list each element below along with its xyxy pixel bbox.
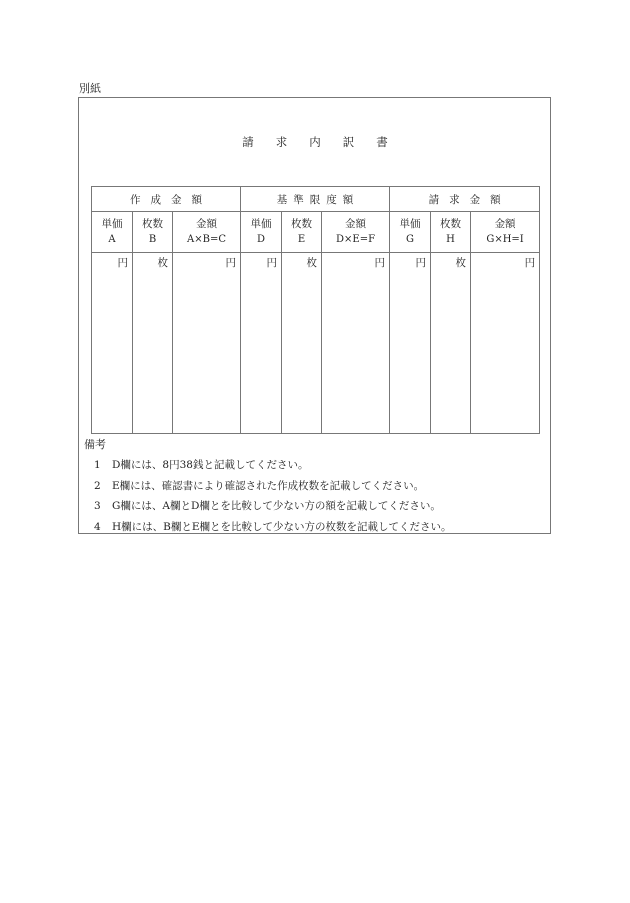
attachment-label: 別紙 bbox=[79, 82, 101, 95]
breakdown-table bbox=[91, 186, 540, 434]
col-header-h: 枚数 H bbox=[431, 212, 471, 253]
col-header-a: 単価 A bbox=[92, 212, 133, 253]
group-header-production-amount: 作 成 金 額 bbox=[92, 187, 241, 212]
entry-cell-e[interactable]: 枚 bbox=[282, 253, 322, 434]
col-header-g: 単価 G bbox=[390, 212, 431, 253]
entry-cell-c[interactable]: 円 bbox=[173, 253, 241, 434]
group-header-row bbox=[92, 187, 540, 212]
title-char: 訳 bbox=[342, 135, 355, 149]
entry-cell-a[interactable]: 円 bbox=[92, 253, 133, 434]
col-header-c: 金額 A×B=C bbox=[173, 212, 241, 253]
remark-item: 4 H欄には、B欄とE欄とを比較して少ない方の枚数を記載してください。 bbox=[94, 520, 452, 533]
entry-cell-d[interactable]: 円 bbox=[241, 253, 282, 434]
title-char: 内 bbox=[309, 135, 321, 149]
col-header-d: 単価 D bbox=[241, 212, 282, 253]
entry-cell-f[interactable]: 円 bbox=[322, 253, 390, 434]
entry-cell-b[interactable]: 枚 bbox=[133, 253, 173, 434]
col-header-f: 金額 D×E=F bbox=[322, 212, 390, 253]
remark-item: 2 E欄には、確認書により確認された作成枚数を記載してください。 bbox=[94, 479, 425, 492]
entry-cell-i[interactable]: 円 bbox=[471, 253, 540, 434]
title-char: 求 bbox=[275, 135, 288, 149]
col-header-i: 金額 G×H=I bbox=[471, 212, 540, 253]
col-header-e: 枚数 E bbox=[282, 212, 322, 253]
entry-cell-h[interactable]: 枚 bbox=[431, 253, 471, 434]
remarks-list bbox=[94, 455, 452, 537]
entry-row bbox=[92, 253, 540, 434]
entry-cell-g[interactable]: 円 bbox=[390, 253, 431, 434]
column-header-row bbox=[92, 212, 540, 253]
remark-item: 1 D欄には、8円38銭と記載してください。 bbox=[94, 459, 309, 471]
remarks-title: 備考 bbox=[84, 438, 106, 451]
group-header-standard-limit: 基 準 限 度 額 bbox=[241, 187, 390, 212]
col-header-b: 枚数 B bbox=[133, 212, 173, 253]
title-char: 書 bbox=[376, 135, 388, 149]
group-header-claim-amount: 請 求 金 額 bbox=[390, 187, 540, 212]
document-title bbox=[0, 134, 630, 150]
remark-item: 3 G欄には、A欄とD欄とを比較して少ない方の額を記載してください。 bbox=[94, 500, 441, 512]
title-char: 請 bbox=[242, 135, 254, 149]
